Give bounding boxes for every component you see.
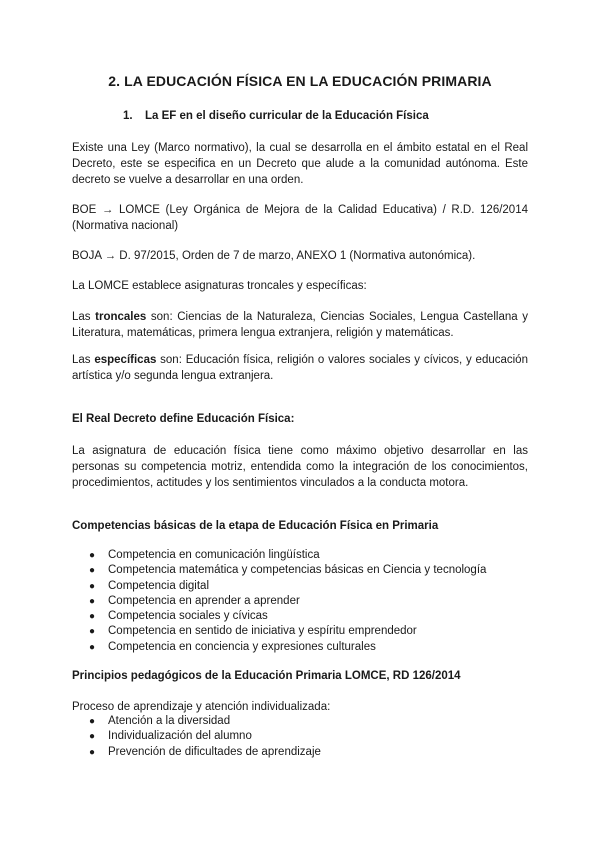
bullet-icon: ● [89, 550, 96, 561]
competencias-list [72, 548, 528, 655]
principios-heading: Principios pedagógicos de la Educación Primaria LOMCE, RD 126/2014 [72, 670, 461, 682]
list-item: ● Competencia en sentido de iniciativa y espíritu emprendedor [72, 624, 528, 639]
boe-paragraph: BOE → LOMCE (Ley Orgánica de Mejora de la Calidad Educativa) / R.D. 126/2014 (Normativa nacional) [72, 204, 528, 232]
boja-paragraph: BOJA → D. 97/2015, Orden de 7 de marzo, ANEXO 1 (Normativa autonómica). [72, 250, 476, 262]
page-title: 2. LA EDUCACIÓN FÍSICA EN LA EDUCACIÓN PRIMARIA [108, 73, 492, 89]
real-decreto-paragraph: La asignatura de educación física tiene como máximo objetivo desarrollar en las personas su competencia motriz, entendida como la integración de los conocimientos, procedimientos, actitudes y los sentimientos vinculados a la conducta motora. [72, 445, 528, 489]
list-item: ● Competencia matemática y competencias básicas en Ciencia y tecnología [72, 563, 528, 578]
especificas-prefix: Las [72, 354, 95, 366]
list-item: ● Competencia sociales y cívicas [72, 609, 528, 624]
list-item: ● Prevención de dificultades de aprendizaje [72, 745, 528, 760]
bullet-icon: ● [89, 746, 96, 758]
especificas-paragraph [72, 352, 528, 384]
troncales-prefix: Las [72, 311, 96, 323]
especificas-keyword: específicas [94, 354, 157, 366]
section-subtitle [123, 110, 429, 122]
bullet-icon: ● [89, 611, 96, 623]
principios-list [72, 714, 528, 760]
bullet-icon: ● [89, 626, 96, 638]
bullet-icon: ● [89, 565, 96, 577]
list-item: ● Competencia en aprender a aprender [72, 594, 528, 609]
especificas-text: son: Educación física, religión o valores sociales y cívicos, y educación artística y/o segunda lengua extranjera. [72, 354, 528, 382]
list-item: ● Atención a la diversidad [72, 714, 528, 729]
list-item: ● Competencia en conciencia y expresiones culturales [72, 640, 528, 655]
subtitle-text: La EF en el diseño curricular de la Educación Física [145, 110, 429, 122]
bullet-icon: ● [89, 595, 96, 607]
bullet-icon: ● [89, 731, 96, 743]
list-item: ● Competencia digital [72, 579, 528, 594]
troncales-keyword: troncales [95, 311, 147, 323]
bullet-icon: ● [89, 716, 96, 727]
troncales-paragraph [72, 309, 528, 341]
bullet-icon: ● [89, 580, 96, 592]
competencias-heading: Competencias básicas de la etapa de Educación Física en Primaria [72, 520, 439, 532]
troncales-text: son: Ciencias de la Naturaleza, Ciencias Sociales, Lengua Castellana y Literatura, matemáticas, primera lengua extranjera, religión y matemáticas. [72, 311, 528, 339]
bullet-icon: ● [89, 641, 96, 653]
list-item: ● Individualización del alumno [72, 729, 528, 744]
subtitle-number: 1. [123, 110, 133, 122]
list-item: ● Competencia en comunicación lingüística [72, 548, 528, 563]
lomce-paragraph: La LOMCE establece asignaturas troncales y específicas: [72, 280, 367, 292]
intro-paragraph: Existe una Ley (Marco normativo), la cual se desarrolla en el ámbito estatal en el Real Decreto, este se especifica en un Decreto que alude a la comunidad autónoma. Este decreto se vuelve a desarrollar en una orden. [72, 142, 528, 186]
real-decreto-heading: El Real Decreto define Educación Física: [72, 413, 295, 425]
principios-intro: Proceso de aprendizaje y atención individualizada: [72, 701, 331, 713]
